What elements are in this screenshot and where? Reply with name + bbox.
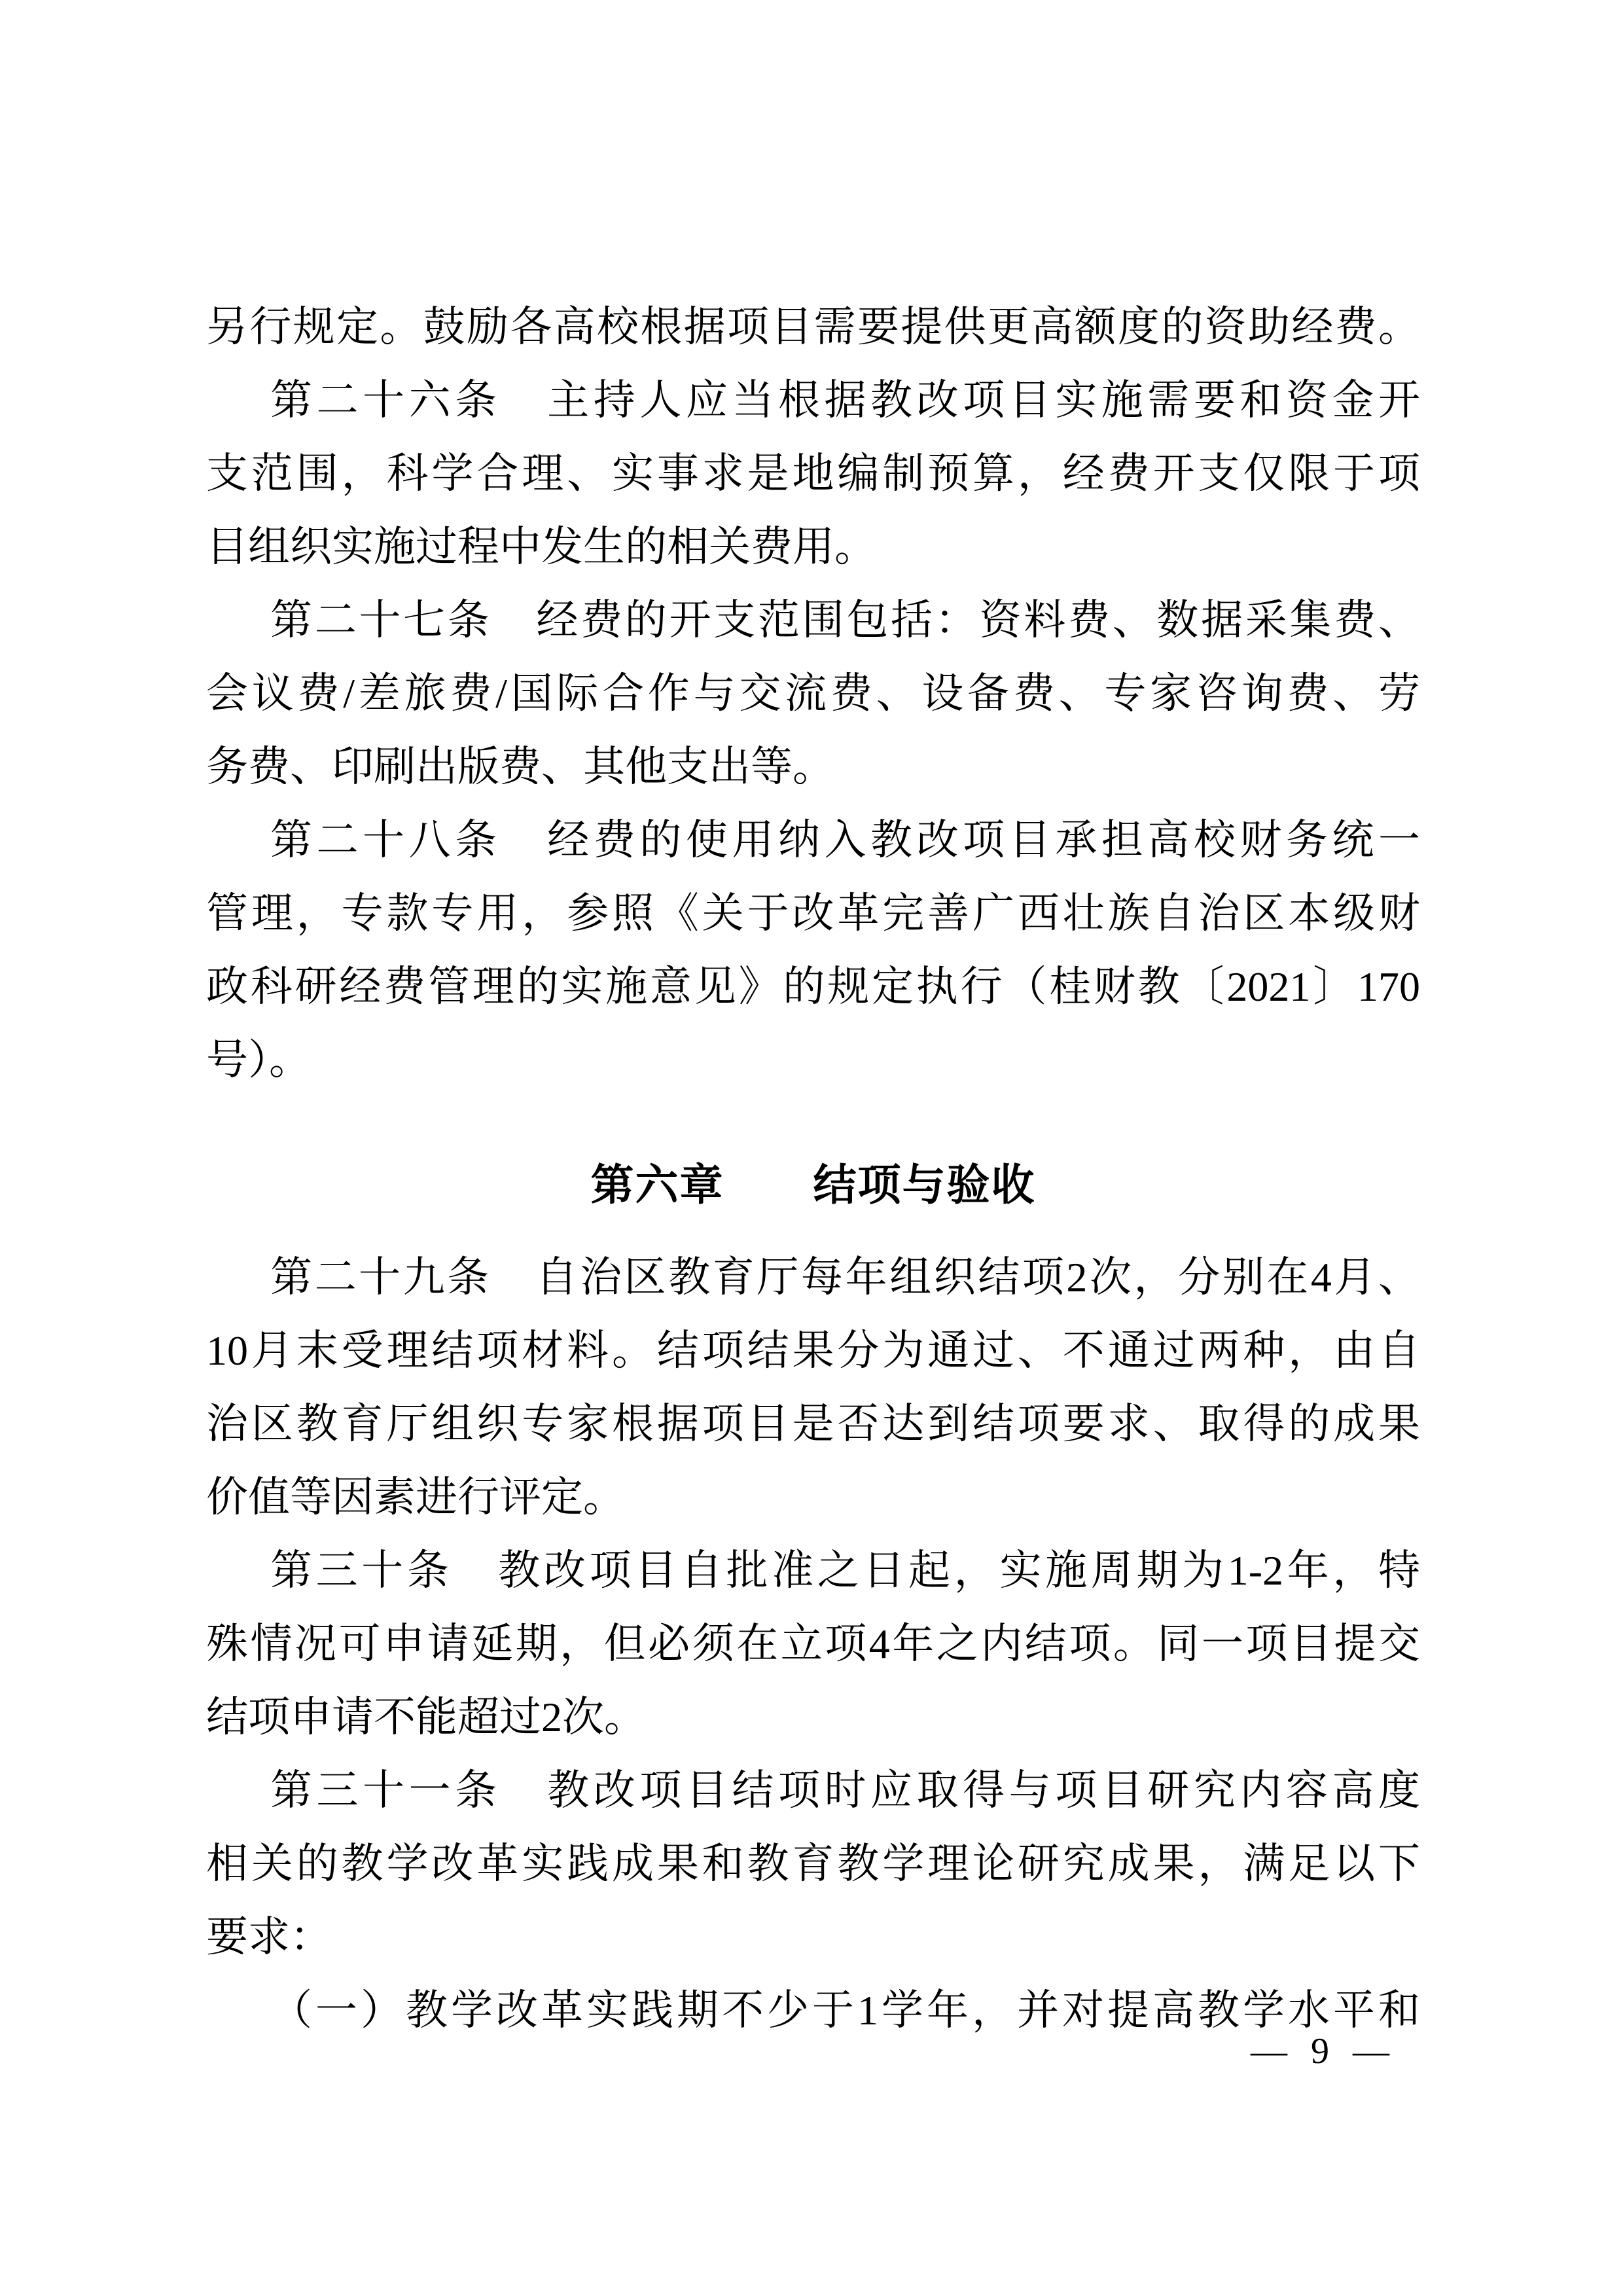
text-line: 10月末受理结项材料。结项结果分为通过、不通过两种，由自 (206, 1327, 1420, 1374)
document-body (206, 291, 1420, 2047)
text-line: 价值等因素进行评定。 (206, 1474, 625, 1520)
text-line: 第三十一条 教改项目结项时应取得与项目研究内容高度 (270, 1767, 1420, 1814)
text-line: 结项申请不能超过2次。 (206, 1694, 646, 1740)
text-line: 管理，专款专用，参照《关于改革完善广西壮族自治区本级财 (206, 890, 1420, 937)
paragraph (206, 804, 1420, 1097)
paragraph (206, 1754, 1420, 1974)
text-line: （一）教学改革实践期不少于1学年，并对提高教学水平和 (270, 1987, 1420, 2034)
text-line: 会议费/差旅费/国际合作与交流费、设备费、专家咨询费、劳 (206, 670, 1420, 717)
text-line: 号）。 (206, 1037, 311, 1083)
paragraph (206, 1974, 1420, 2047)
text-line: 支范围，科学合理、实事求是地编制预算，经费开支仅限于项 (206, 450, 1420, 497)
paragraph (206, 584, 1420, 804)
text-line: 务费、印刷出版费、其他支出等。 (206, 744, 834, 790)
page-number: — 9 — (1251, 2031, 1392, 2072)
text-line: 第二十七条 经费的开支范围包括：资料费、数据采集费、 (270, 597, 1420, 643)
paragraph (206, 1534, 1420, 1754)
text-line: 治区教育厅组织专家根据项目是否达到结项要求、取得的成果 (206, 1401, 1420, 1447)
paragraph (206, 291, 1420, 364)
paragraph (206, 364, 1420, 584)
text-line: 政科研经费管理的实施意见》的规定执行（桂财教〔2021〕170 (206, 963, 1420, 1010)
text-line: 殊情况可申请延期，但必须在立项4年之内结项。同一项目提交 (206, 1621, 1420, 1667)
text-line: 第二十九条 自治区教育厅每年组织结项2次，分别在4月、 (270, 1254, 1420, 1300)
text-line: 第二十八条 经费的使用纳入教改项目承担高校财务统一 (270, 817, 1420, 863)
text-line: 要求： (206, 1914, 332, 1960)
paragraph (206, 1241, 1420, 1534)
text-line: 相关的教学改革实践成果和教育教学理论研究成果，满足以下 (206, 1840, 1420, 1887)
text-line: 目组织实施过程中发生的相关费用。 (206, 524, 876, 570)
text-line: 第二十六条 主持人应当根据教改项目实施需要和资金开 (270, 377, 1420, 423)
text-line: 另行规定。鼓励各高校根据项目需要提供更高额度的资助经费。 (206, 304, 1420, 350)
text-line: 第三十条 教改项目自批准之日起，实施周期为1-2年，特 (270, 1547, 1420, 1594)
chapter-heading: 第六章 结项与验收 (590, 1160, 1036, 1209)
